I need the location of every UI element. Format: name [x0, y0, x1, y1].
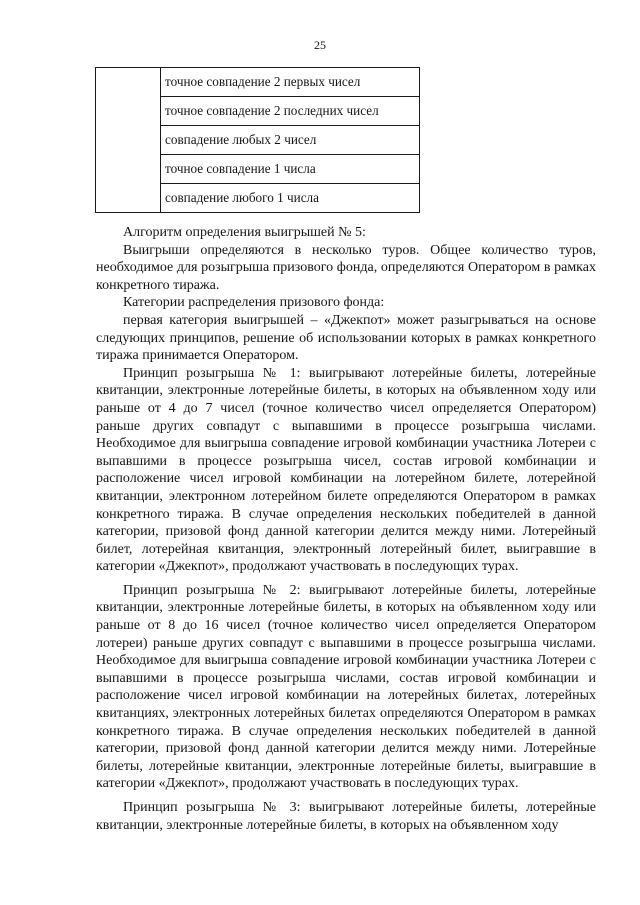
paragraph: Выигрыши определяются в несколько туров. Общее количество туров, необходимое для розыгрыша призового фонда, определяются Оператором в рамках конкретного тиража. [96, 242, 596, 293]
paragraph: Принцип розыгрыша № 1: выигрывают лотерейные билеты, лотерейные квитанции, электронные лотерейные билеты, в которых на объявленном ходу или раньше от 4 до 7 чисел (точное количество чисел определяется Оператором) раньше других совпадут с выпавшими в процессе розыгрыша числами. Необходимое для выигрыша совпадение игровой комбинации участника Лотереи с выпавшими в процессе розыгрыша чисел, состав игровой комбинации и расположение чисел игровой комбинации на лотерейном билете, лотерейной квитанции, электронном лотерейном билете определяются Оператором в рамках конкретного тиража. В случае определения нескольких победителей в данной категории, призовой фонд данной категории делится между ними. Лотерейный билет, лотерейная квитанция, электронный лотерейный билет, выигравшие в категории «Джекпот», продолжают участвовать в последующих турах. [96, 365, 596, 575]
table-cell: точное совпадение 1 числа [161, 155, 420, 184]
table-cell: совпадение любого 1 числа [161, 184, 420, 213]
table-cell: совпадение любых 2 чисел [161, 126, 420, 155]
paragraph: Алгоритм определения выигрышей № 5: [123, 225, 366, 240]
paragraph: первая категория выигрышей – «Джекпот» может разыгрываться на основе следующих принципов, решение об использовании которых в рамках конкретного тиража принимается Оператором. [96, 312, 596, 364]
table-cell: точное совпадение 2 первых чисел [161, 68, 420, 97]
paragraph: Принцип розыгрыша № 3: выигрывают лотерейные билеты, лотерейные квитанции, электронные лотерейные билеты, в которых на объявленном ходу [96, 800, 596, 833]
table-row [96, 68, 420, 97]
category-cell [96, 68, 161, 213]
body-text [96, 224, 596, 834]
prize-category-table [95, 67, 420, 213]
paragraph: Принцип розыгрыша № 2: выигрывают лотерейные билеты, лотерейные квитанции, электронные лотерейные билеты, в которых на объявленном ходу или раньше от 8 до 16 чисел (точное количество чисел определяется Оператором лотереи) раньше других совпадут с выпавшими в процессе розыгрыша числами. Необходимое для выигрыша совпадение игровой комбинации участника Лотереи с выпавшими в процессе розыгрыша числами, состав игровой комбинации и расположение чисел игровой комбинации на лотерейных билетах, лотерейных квитанциях, электронных лотерейных билетах определяются Оператором в рамках конкретного тиража. В случае определения нескольких победителей в данной категории, призовой фонд данной категории делится между ними. Лотерейные билеты, лотерейные квитанции, электронные лотерейные билеты, выигравшие в категории «Джекпот», продолжают участвовать в последующих турах. [96, 582, 596, 792]
table-cell: точное совпадение 2 последних чисел [161, 97, 420, 126]
paragraph: Категории распределения призового фонда: [123, 295, 385, 311]
page-number: 25 [314, 38, 326, 52]
